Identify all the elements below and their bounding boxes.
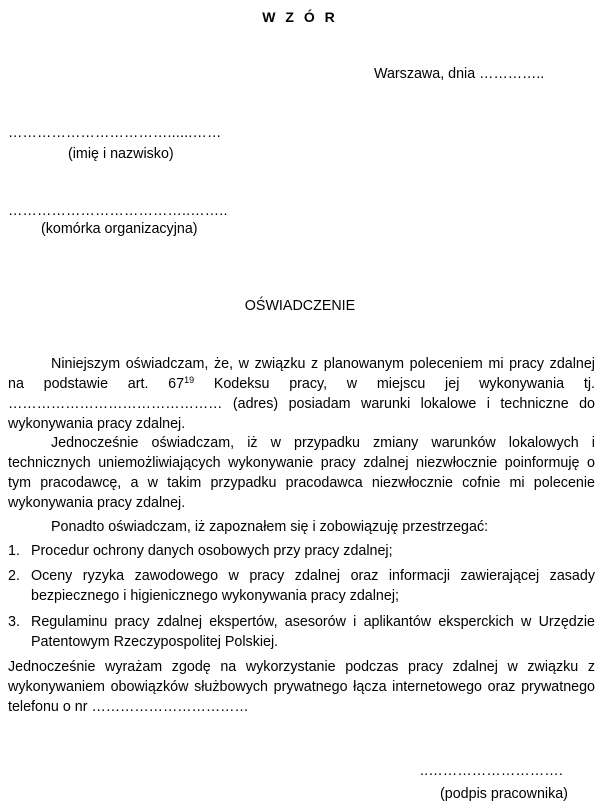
unit-dotted-line: ………………………………..…….. [8,203,228,219]
name-field-label: (imię i nazwisko) [68,146,174,162]
document-title: W Z Ó R [262,9,338,25]
article-superscript: 19 [184,375,195,385]
obligations-list-item-2 [8,566,595,606]
obligations-list-item-3 [8,612,595,652]
list-item-number: 1. [8,543,20,559]
obligations-list-item-1 [8,541,595,561]
list-item-text: Regulaminu pracy zdalnej ekspertów, asesorów i aplikantów eksperckich w Urzędzie Patentowym Rzeczypospolitej Polskiej. [31,614,595,650]
list-item-number: 3. [8,614,20,630]
list-item [8,566,595,606]
signature-label: (podpis pracownika) [440,786,568,802]
statement-heading: OŚWIADCZENIE [244,298,356,314]
paragraph-1-part-b: Kodeksu pracy, w miejscu jej wykonywania tj. ……………………………………… (adres) posiadam warunki lokalowe i techniczne do wykonywania pracy zdalnej. [8,376,595,432]
list-item-text: Oceny ryzyka zawodowego w pracy zdalnej oraz informacji zawierającej zasady bezpiecznego i higienicznego wykonywania pracy zdalnej; [31,568,595,604]
name-dotted-line: ……………………………......…… [8,125,222,141]
place-date-line: Warszawa, dnia ………….. [374,66,545,82]
paragraph-obligations-intro: Ponadto oświadczam, iż zapoznałem się i zobowiązuję przestrzegać: [51,519,489,535]
list-item [8,541,595,561]
signature-dotted-line: ..………………………. [420,763,563,779]
list-item [8,612,595,652]
paragraph-remote-work-conditions [8,354,595,434]
paragraph-change-notification: Jednocześnie oświadczam, iż w przypadku zmiany warunków lokalowych i technicznych uniemożliwiających wykonywanie pracy zdalnej niezwłocznie poinformuję o tym pracodawcę, a w takim przypadku pracodawca niezwłocznie cofnie mi polecenie wykonywania pracy zdalnej. [8,435,595,511]
list-item-number: 2. [8,568,20,584]
paragraph-consent-private-internet: Jednocześnie wyrażam zgodę na wykorzystanie podczas pracy zdalnej w związku z wykonywaniem obowiązków służbowych prywatnego łącza internetowego oraz prywatnego telefonu o nr …………………………… [8,659,595,715]
unit-field-label: (komórka organizacyjna) [41,221,198,237]
paragraph-1-part-a: Niniejszym oświadczam, że, w związku z planowanym poleceniem mi pracy zdalnej na podstawie art. 67 [8,356,595,392]
list-item-text: Procedur ochrony danych osobowych przy pracy zdalnej; [31,543,393,559]
